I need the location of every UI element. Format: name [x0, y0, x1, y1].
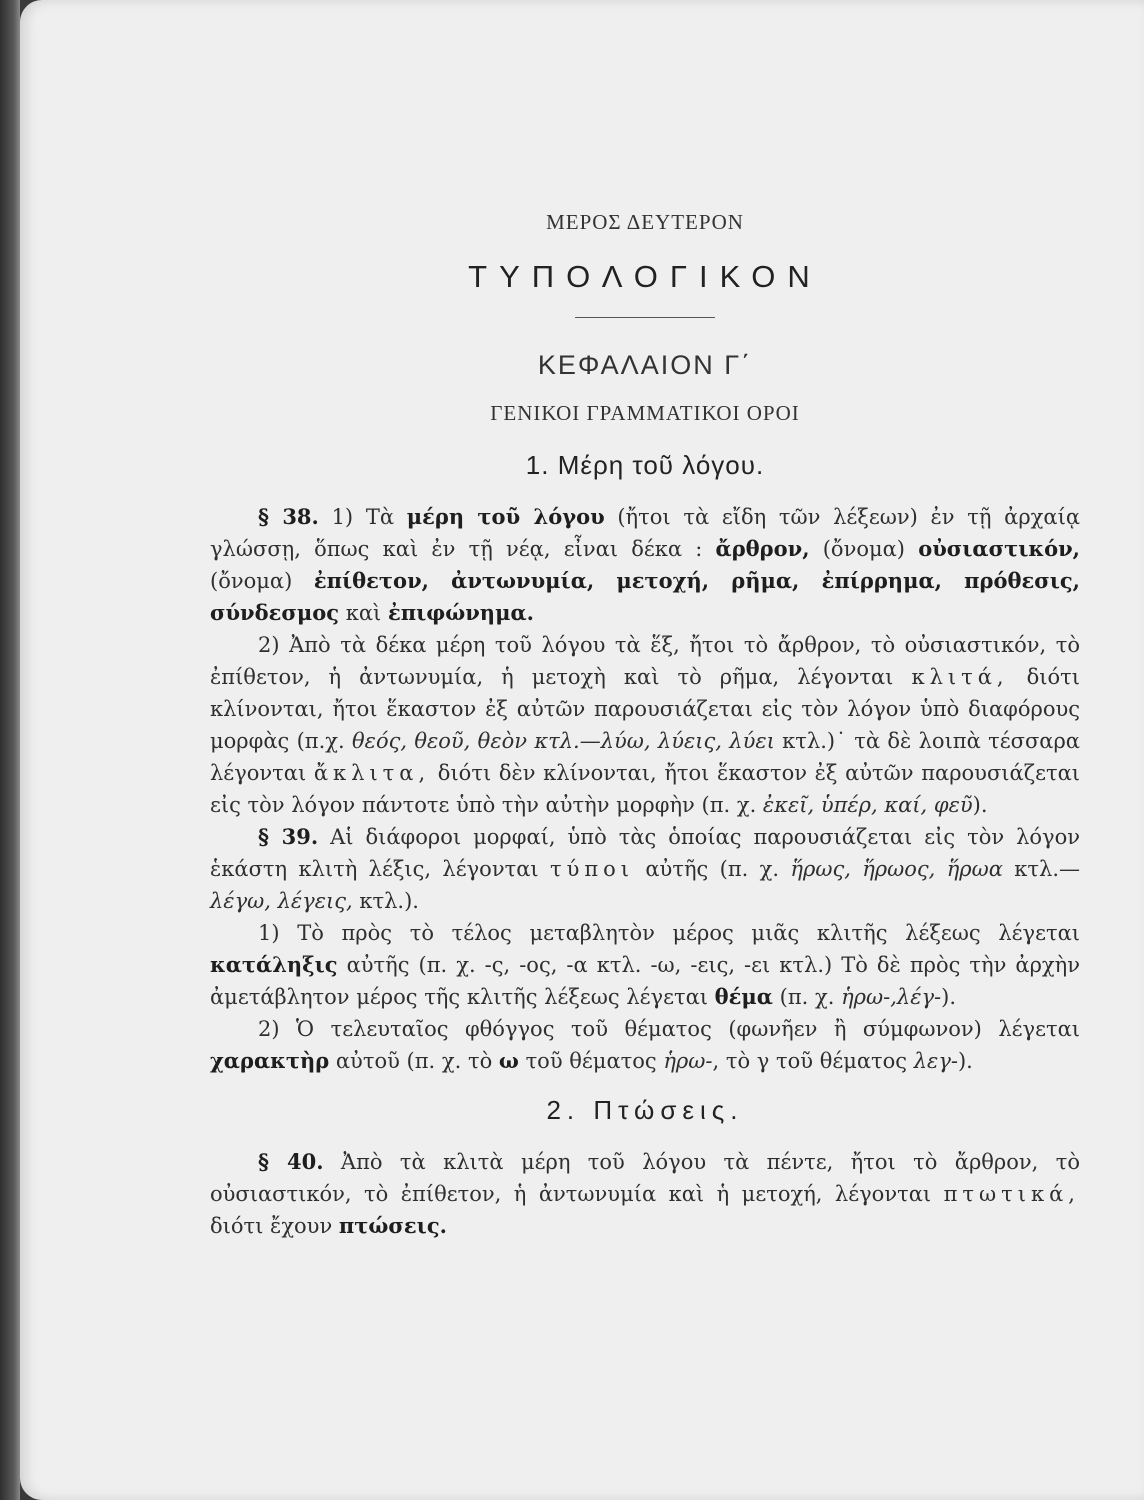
text: 2) Ἀπὸ τὰ δέκα μέρη τοῦ λόγου τὰ ἕξ, ἤτοι τὸ ἄρθρον, τὸ οὐσιαστικόν, τὸ ἐπίθετον, ἡ ἀντωνυμία, ἡ μετοχὴ καὶ τὸ ρῆμα, λέγονται	[210, 633, 1080, 689]
text: διότι κλίνονται, ἤτοι ἕκαστον ἐξ αὐτῶν παρουσιάζεται εἰς τὸν λόγον ὑπὸ διαφόρους μορφὰς (π.χ.	[210, 665, 1080, 753]
bold-term: ω	[498, 1048, 519, 1073]
text: κτλ.)˙ τὰ δὲ λοιπὰ τέσσαρα λέγονται	[210, 729, 1080, 785]
text: , τὸ γ τοῦ θέματος	[712, 1049, 914, 1073]
title-divider	[575, 317, 715, 318]
text: κτλ.).	[352, 889, 419, 913]
example: ἥρως, ἥρωος, ἥρωα	[790, 857, 1003, 881]
book-title: ΤΥΠΟΛΟΓΙΚΟΝ	[468, 259, 822, 294]
example: ἡρω-	[663, 1049, 713, 1073]
text: Ἀπὸ τὰ κλιτὰ μέρη τοῦ λόγου τὰ πέντε, ἤτοι τὸ ἄρθρον, τὸ οὐσιαστικόν, τὸ ἐπίθετον, ἡ ἀντωνυμία καὶ ἡ μετοχή, λέγονται	[210, 1150, 1081, 1206]
text: ).	[941, 985, 957, 1009]
text: (ἤτοι τὰ εἴδη τῶν λέξεων) ἐν τῇ ἀρχαίᾳ γλώσσῃ, ὅπως καὶ ἐν τῇ νέᾳ, εἶναι δέκα :	[210, 505, 1080, 561]
text: 2) Ὁ τελευταῖος φθόγγος τοῦ θέματος (φωνῆεν ἢ σύμφωνον) λέγεται	[258, 1017, 1080, 1041]
bold-term: ἐπιφώνημα.	[387, 600, 534, 625]
chapter-heading: ΚΕΦΑΛΑΙΟΝ Γ΄	[537, 350, 753, 380]
spaced-term: πτωτικά,	[943, 1182, 1080, 1206]
paragraph-number: § 38.	[258, 504, 319, 529]
text: ).	[957, 1049, 973, 1073]
paragraph-40	[210, 1146, 1080, 1242]
example: λεγ-	[913, 1049, 958, 1073]
example: ἡρω-,λέγ-	[841, 985, 942, 1009]
paragraph-39-1	[210, 917, 1080, 1013]
bold-term: χαρακτὴρ	[210, 1048, 330, 1073]
spaced-term: κλιτά,	[911, 665, 1009, 689]
section-heading-2: 2. Πτώσεις.	[546, 1095, 744, 1125]
text: (π. χ.	[772, 985, 842, 1009]
example: θεός, θεοῦ, θεὸν κτλ.—λύω, λύεις, λύει	[352, 729, 775, 753]
paragraph-38	[210, 501, 1080, 629]
paragraph-39-2	[210, 1013, 1080, 1077]
example: ἐκεῖ, ὑπέρ, καί, φεῦ	[762, 793, 973, 817]
text: Αἱ διάφοροι μορφαί, ὑπὸ τὰς ὁποίας παρουσιάζεται εἰς τὸν λόγον ἑκάστη κλιτὴ λέξις, λέγονται	[210, 825, 1081, 881]
text: αὐτῆς (π. χ.	[634, 857, 791, 881]
part-heading: ΜΕΡΟΣ ΔΕΥΤΕΡΟΝ	[546, 210, 744, 234]
text: διότι ἔχουν	[210, 1214, 339, 1238]
bold-term: ἄρθρον,	[715, 536, 810, 561]
text: κτλ.—	[1002, 857, 1081, 881]
bold-term: θέμα	[714, 984, 773, 1009]
text: (ὄνομα)	[210, 569, 314, 593]
text: 1) Τὰ	[318, 505, 407, 529]
book-spine-shadow	[0, 0, 20, 1500]
bold-term: οὐσιαστικόν,	[918, 536, 1080, 561]
text: 1) Τὸ πρὸς τὸ τέλος μεταβλητὸν μέρος μιᾶς κλιτῆς λέξεως λέγεται	[258, 921, 1080, 945]
page-content	[210, 200, 1080, 1242]
spaced-term: τύποι	[549, 857, 635, 881]
example: λέγω, λέγεις,	[210, 889, 353, 913]
paragraph-38-2	[210, 629, 1080, 821]
text: ).	[972, 793, 988, 817]
text: αὐτῆς (π. χ. -ς, -ος, -α κτλ. -ω, -εις, -ει κτλ.) Τὸ δὲ πρὸς τὴν ἀρχὴν ἀμετάβλητον μέρος τῆς κλιτῆς λέξεως λέγεται	[210, 953, 1080, 1009]
paragraph-number: § 39.	[258, 824, 319, 849]
paragraph-number: § 40.	[258, 1149, 324, 1174]
bold-term: πτώσεις.	[338, 1213, 447, 1238]
bold-term: κατάληξις	[210, 952, 338, 977]
text: τοῦ θέματος	[518, 1049, 664, 1073]
text: καὶ	[339, 601, 388, 625]
bold-term: μέρη τοῦ λόγου	[406, 504, 605, 529]
chapter-title: ΓΕΝΙΚΟΙ ΓΡΑΜΜΑΤΙΚΟΙ ΟΡΟΙ	[490, 401, 800, 425]
text: (ὄνομα)	[809, 537, 919, 561]
spaced-term: ἄκλιτα,	[313, 761, 431, 785]
text: διότι δὲν κλίνονται, ἤτοι ἕκαστον ἐξ αὐτῶν παρουσιάζεται εἰς τὸν λόγον πάντοτε ὑπὸ τὴν αὐτὴν μορφὴν (π. χ.	[210, 761, 1080, 817]
book-page	[20, 0, 1144, 1500]
text: αὐτοῦ (π. χ. τὸ	[329, 1049, 499, 1073]
section-heading-1: 1. Μέρη τοῦ λόγου.	[525, 450, 765, 480]
bold-term: ἐπίθετον, ἀντωνυμία, μετοχή, ρῆμα, ἐπίρρημα, πρόθεσις, σύνδεσμος	[210, 568, 1080, 625]
paragraph-39	[210, 821, 1080, 917]
